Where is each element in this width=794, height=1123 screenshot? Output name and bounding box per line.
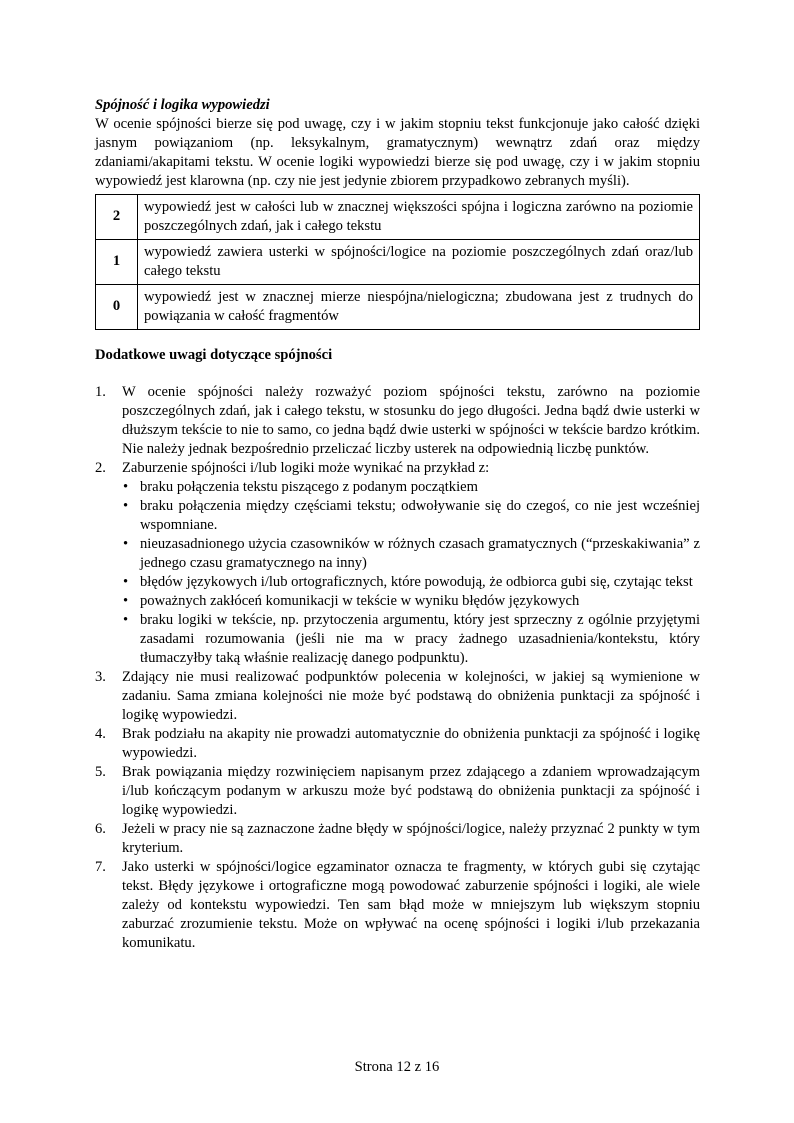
table-row (96, 285, 700, 330)
item-number: 6. (95, 821, 106, 837)
points-cell: 2 (96, 195, 138, 240)
item-number: 4. (95, 726, 106, 742)
item-text: Jako usterki w spójności/logice egzaminator oznacza te fragmenty, w których gubi się czytając tekst. Błędy językowe i ortograficzne mogą powodować zaburzenie spójności i logiki, ale wiele zależy od kontekstu wypowiedzi. Ten sam błąd może w mniejszym lub większym stopniu zaburzać zrozumienie tekstu. Może on wpływać na ocenę spójności i logiki i/lub przekazania komunikatu. (122, 859, 700, 951)
bullet-list (122, 478, 700, 668)
description-cell: wypowiedź zawiera usterki w spójności/logice na poziomie poszczególnych zdań oraz/lub całego tekstu (138, 240, 700, 285)
list-item (95, 763, 700, 820)
bullet-icon: • (123, 574, 129, 590)
list-item (95, 725, 700, 763)
points-cell: 1 (96, 240, 138, 285)
item-number: 1. (95, 384, 106, 400)
description-cell: wypowiedź jest w znacznej mierze niespójna/nielogiczna; zbudowana jest z trudnych do powiązania w całość fragmentów (138, 285, 700, 330)
item-text: Brak podziału na akapity nie prowadzi automatycznie do obniżenia punktacji za spójność i logikę wypowiedzi. (122, 726, 700, 761)
bullet-item (122, 592, 700, 611)
list-item (95, 820, 700, 858)
item-number: 5. (95, 764, 106, 780)
item-text: Jeżeli w pracy nie są zaznaczone żadne błędy w spójności/logice, należy przyznać 2 punkty w tym kryterium. (122, 821, 700, 856)
item-text: W ocenie spójności należy rozważyć poziom spójności tekstu, zarówno na poziomie poszczególnych zdań, jak i całego tekstu, w stosunku do jego długości. Jedna bądź dwie usterki w dłuższym tekście to nie to samo, co jedna bądź dwie usterki w spójności w tekście bardzo krótkim. Nie należy jednak bezpośrednio przeliczać liczby usterek na odpowiednią liczbę punktów. (122, 384, 700, 457)
bullet-item (122, 611, 700, 668)
bullet-icon: • (123, 612, 129, 628)
list-item (95, 668, 700, 725)
item-number: 2. (95, 460, 106, 476)
bullet-item (122, 535, 700, 573)
bullet-item (122, 573, 700, 592)
notes-list (95, 383, 700, 953)
bullet-text: braku połączenia między częściami tekstu; odwoływanie się do czegoś, co nie jest wcześniej wspomniane. (140, 498, 700, 533)
bullet-text: braku połączenia tekstu piszącego z podanym początkiem (140, 479, 478, 495)
bullet-text: poważnych zakłóceń komunikacji w tekście w wyniku błędów językowych (140, 593, 580, 609)
item-text: Zaburzenie spójności i/lub logiki może wynikać na przykład z: (122, 460, 490, 476)
item-text: Zdający nie musi realizować podpunktów polecenia w kolejności, w jakiej są wymienione w zadaniu. Sama zmiana kolejności nie może być podstawą do obniżenia punktacji za spójność i logikę wypowiedzi. (122, 669, 700, 723)
bullet-text: błędów językowych i/lub ortograficznych, które powodują, że odbiorca gubi się, czytając tekst (140, 574, 693, 590)
item-number: 7. (95, 859, 106, 875)
bullet-icon: • (123, 479, 129, 495)
list-item (95, 383, 700, 459)
section-title: Spójność i logika wypowiedzi (95, 97, 270, 113)
item-number: 3. (95, 669, 106, 685)
section-intro: W ocenie spójności bierze się pod uwagę, czy i w jakim stopniu tekst funkcjonuje jako całość dzięki jasnym powiązaniom (np. leksykalnym, gramatycznym) wewnątrz zdań oraz między zdaniami/akapitami tekstu. W ocenie logiki wypowiedzi bierze się pod uwagę, czy i w jakim stopniu wypowiedź jest klarowna (np. czy nie jest jedynie zbiorem przypadkowo zebranych myśli). (95, 116, 700, 189)
list-item (95, 858, 700, 953)
bullet-item (122, 478, 700, 497)
bullet-text: nieuzasadnionego użycia czasowników w różnych czasach gramatycznych (“przeskakiwania” z jednego czasu gramatycznego na inny) (140, 536, 700, 571)
points-cell: 0 (96, 285, 138, 330)
bullet-icon: • (123, 593, 129, 609)
document-page (95, 96, 700, 953)
notes-heading: Dodatkowe uwagi dotyczące spójności (95, 347, 333, 363)
description-cell: wypowiedź jest w całości lub w znacznej większości spójna i logiczna zarówno na poziomie poszczególnych zdań, jak i całego tekstu (138, 195, 700, 240)
bullet-item (122, 497, 700, 535)
bullet-icon: • (123, 498, 129, 514)
bullet-text: braku logiki w tekście, np. przytoczenia argumentu, który jest sprzeczny z ogólnie przyjętymi zasadami rozumowania (jeśli nie ma w pracy żadnego uzasadnienia/kontekstu, który tłumaczyłby taką właśnie realizację danego podpunktu). (140, 612, 700, 666)
list-item (95, 459, 700, 668)
bullet-icon: • (123, 536, 129, 552)
scoring-table (95, 194, 700, 330)
table-row (96, 195, 700, 240)
item-text: Brak powiązania między rozwinięciem napisanym przez zdającego a zdaniem wprowadzającym i/lub kończącym podanym w arkuszu może być podstawą do obniżenia punktacji za spójność i logikę wypowiedzi. (122, 764, 700, 818)
table-row (96, 240, 700, 285)
page-footer: Strona 12 z 16 (354, 1059, 440, 1075)
